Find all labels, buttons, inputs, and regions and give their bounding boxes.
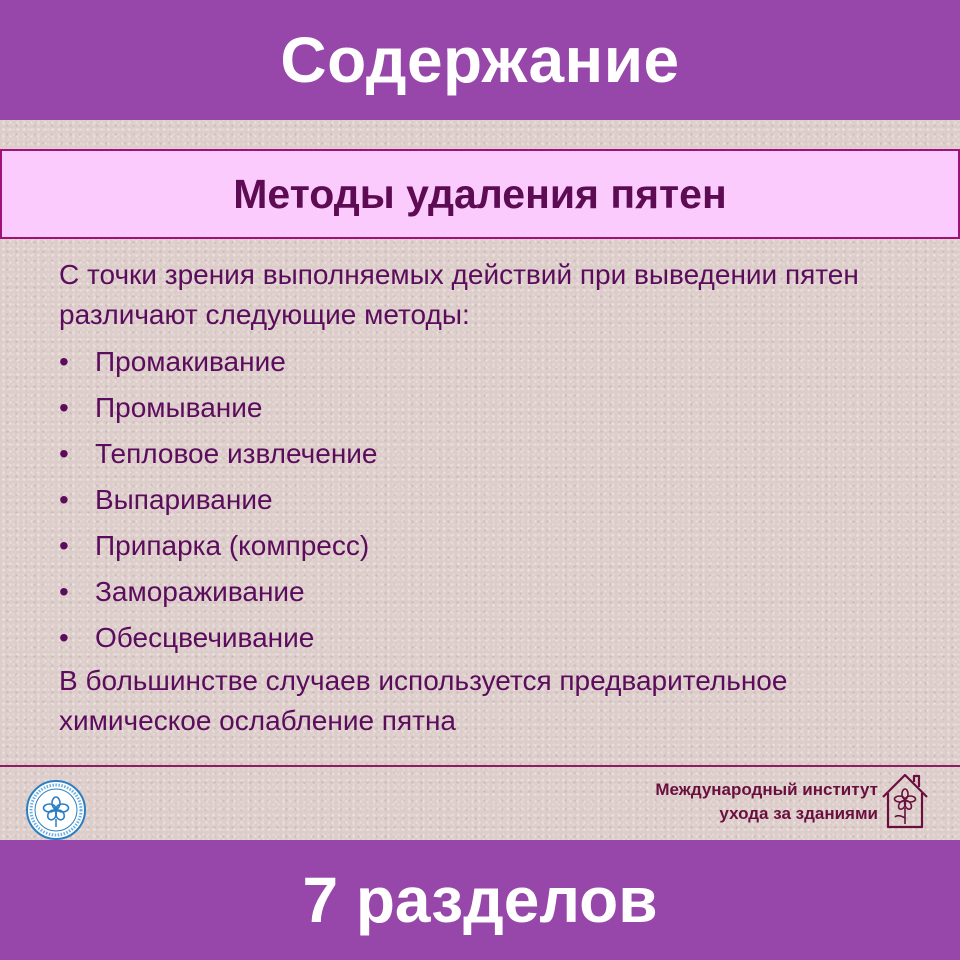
list-item <box>59 523 919 569</box>
institute-line-1: Международный институт <box>655 780 878 799</box>
outro-text: В большинстве случаев используется предварительное химическое ослабление пятна <box>59 665 788 736</box>
method-label: Тепловое извлечение <box>95 438 378 469</box>
list-item <box>59 569 919 615</box>
bottom-banner <box>0 840 960 960</box>
intro-text: С точки зрения выполняемых действий при выведении пятен различают следующие методы: <box>59 259 859 330</box>
slide-content <box>59 255 919 741</box>
bullet: • <box>59 346 69 377</box>
footer-divider <box>0 765 960 767</box>
institute-name <box>655 778 878 826</box>
bullet: • <box>59 622 69 653</box>
bullet: • <box>59 484 69 515</box>
flower-seal-icon <box>25 779 87 841</box>
house-flower-icon <box>880 772 930 830</box>
bullet: • <box>59 438 69 469</box>
bullet: • <box>59 392 69 423</box>
method-label: Промывание <box>95 392 263 423</box>
method-label: Выпаривание <box>95 484 273 515</box>
top-banner <box>0 0 960 120</box>
list-item <box>59 339 919 385</box>
methods-list <box>59 339 919 661</box>
method-label: Промакивание <box>95 346 286 377</box>
method-label: Замораживание <box>95 576 305 607</box>
list-item <box>59 431 919 477</box>
list-item <box>59 615 919 661</box>
slide-heading: Методы удаления пятен <box>233 170 727 217</box>
list-item <box>59 385 919 431</box>
bullet: • <box>59 576 69 607</box>
method-label: Припарка (компресс) <box>95 530 370 561</box>
institute-line-2: ухода за зданиями <box>719 804 878 823</box>
bullet: • <box>59 530 69 561</box>
method-label: Обесцвечивание <box>95 622 315 653</box>
sections-caption: 7 разделов <box>302 864 658 936</box>
list-item <box>59 477 919 523</box>
page-title: Содержание <box>280 24 680 96</box>
slide-heading-box <box>0 149 960 239</box>
